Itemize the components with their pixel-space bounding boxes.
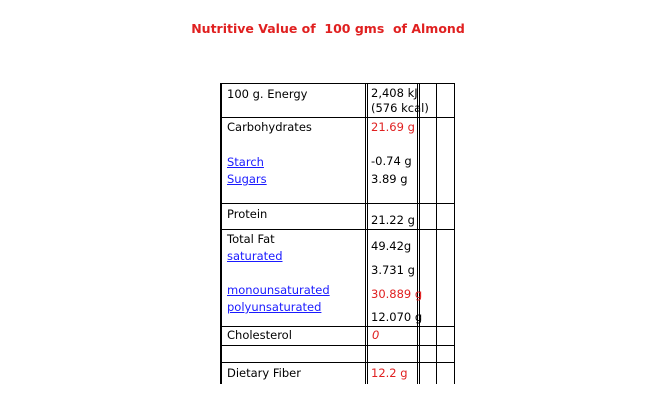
cholesterol-value: 0 [372,328,380,342]
table-border-divider-4 [417,83,418,384]
page-title: Nutritive Value of 100 gms of Almond [191,21,465,36]
table-border-top [220,83,455,84]
table-border-divider-1 [221,83,222,384]
saturated-link[interactable]: saturated [227,249,283,263]
table-border-divider-6 [436,83,437,384]
cholesterol-label: Cholesterol [227,328,292,342]
row-separator [220,362,455,363]
carbohydrates-value: 21.69 g [371,120,415,134]
polyunsaturated-link[interactable]: polyunsaturated [227,300,322,314]
table-border-divider-5 [419,83,420,384]
polyunsaturated-value: 12.070 g [371,310,423,324]
row-separator [220,203,455,204]
sugars-link[interactable]: Sugars [227,172,267,186]
total-fat-label: Total Fat [227,232,275,246]
sugars-value: 3.89 g [371,172,408,186]
total-fat-value: 49.42g [371,239,412,253]
row-separator [220,117,455,118]
energy-value-kj: 2,408 kJ [371,86,418,100]
monounsaturated-link[interactable]: monounsaturated [227,283,330,297]
protein-value: 21.22 g [371,213,415,227]
table-border-divider-3 [367,83,368,384]
energy-value-kcal: (576 kcal) [371,101,429,115]
row-separator [220,345,455,346]
row-separator [220,229,455,230]
saturated-value: 3.731 g [371,263,415,277]
starch-value: -0.74 g [371,154,412,168]
monounsaturated-value: 30.889 g [371,287,423,301]
table-border-divider-2 [365,83,366,384]
dietary-fiber-label: Dietary Fiber [227,366,301,380]
starch-link[interactable]: Starch [227,155,264,169]
carbohydrates-label: Carbohydrates [227,120,312,134]
table-border-right [454,83,455,384]
protein-label: Protein [227,207,268,221]
dietary-fiber-value: 12.2 g [371,366,408,380]
energy-label: 100 g. Energy [227,87,308,101]
